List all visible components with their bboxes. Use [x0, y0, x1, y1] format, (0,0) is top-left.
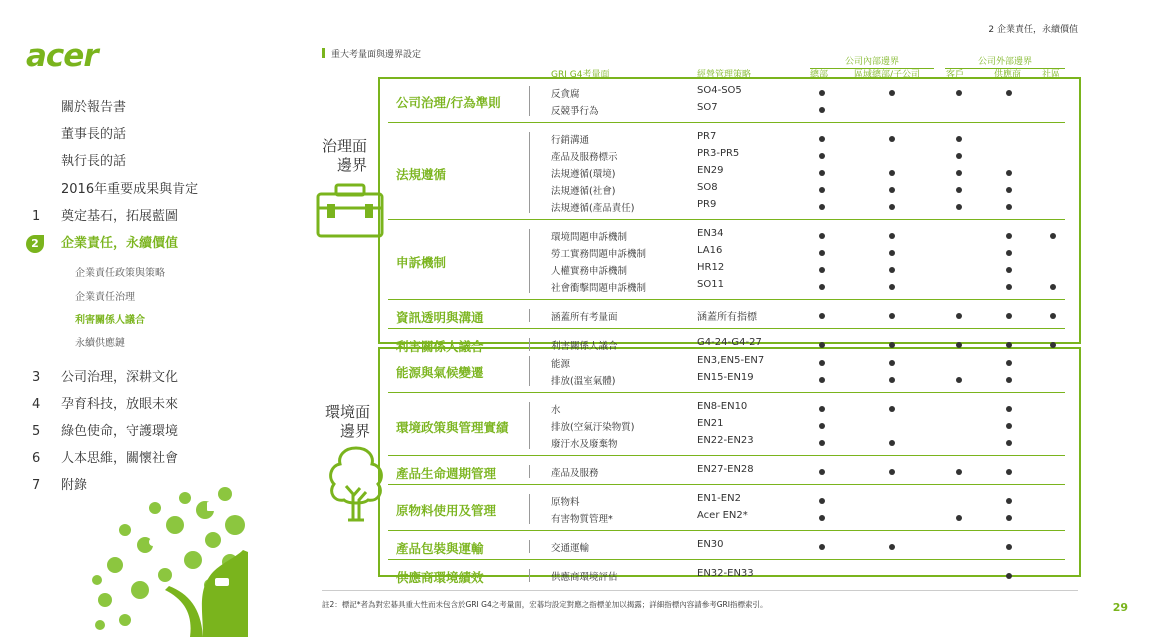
category-label: 環境政策與管理實績 [396, 419, 509, 435]
boundary-dot [1006, 377, 1012, 383]
boundary-dot [956, 342, 962, 348]
indicator-label: EN27-EN28 [697, 464, 754, 475]
aspect-label: 行銷溝通 [551, 135, 590, 146]
nav-item-label: 執行長的話 [61, 154, 127, 169]
boundary-dot [1050, 342, 1056, 348]
boundary-dot [1006, 573, 1012, 579]
boundary-dot [889, 342, 895, 348]
indicator-label: EN1-EN2 [697, 493, 741, 504]
boundary-dot [889, 406, 895, 412]
boundary-dot [956, 377, 962, 383]
nav-item-label: 附錄 [61, 478, 88, 493]
category-label: 原物料使用及管理 [396, 503, 497, 518]
indicator-label: EN8-EN10 [697, 401, 748, 412]
boundary-dot [819, 90, 825, 96]
aspect-label: 人權實務申訴機制 [551, 266, 628, 277]
aspect-label: 能源 [551, 359, 571, 370]
nav-item-label: 公司治理，深耕文化 [61, 370, 179, 385]
boundary-dot [1006, 313, 1012, 319]
boundary-dot [1006, 469, 1012, 475]
nav-item-number: 4 [32, 397, 41, 412]
category-divider [529, 494, 530, 524]
group-divider [388, 122, 1065, 123]
boundary-dot [819, 342, 825, 348]
indicator-label: G4-24-G4-27 [697, 337, 762, 348]
aspect-label: 法規遵循(社會) [551, 186, 616, 197]
aspect-label: 產品及服務標示 [551, 152, 618, 163]
footnote-divider [322, 590, 1078, 591]
boundary-dot [1006, 250, 1012, 256]
boundary-dot [956, 469, 962, 475]
boundary-dot [1050, 284, 1056, 290]
column-header-strategy: 經營管理策略 [697, 70, 752, 80]
boundary-dot [889, 187, 895, 193]
indicator-label: EN22-EN23 [697, 435, 754, 446]
category-label: 產品生命週期管理 [396, 465, 497, 481]
governance-panel [378, 77, 1081, 344]
section-title-text: 重大考量面與邊界設定 [331, 50, 422, 60]
group-header-internal: 公司內部邊界 [810, 54, 934, 69]
nav-item-label: 關於報告書 [61, 100, 127, 115]
boundary-dot [889, 377, 895, 383]
indicator-label: Acer EN2* [697, 510, 748, 521]
category-divider [529, 132, 530, 213]
category-divider [529, 465, 530, 478]
aspect-label: 涵蓋所有考量面 [551, 312, 618, 323]
boundary-col-3: 供應商 [994, 70, 1022, 80]
category-divider [529, 86, 530, 116]
nav-item-number: 7 [32, 478, 41, 493]
aspect-label: 反競爭行為 [551, 106, 599, 117]
boundary-dot [1006, 187, 1012, 193]
boundary-dot [889, 313, 895, 319]
aspect-label: 排放(溫室氣體) [551, 376, 616, 387]
toolbox-icon [316, 182, 384, 240]
boundary-col-2: 客戶 [946, 70, 965, 80]
aspect-label: 交通運輸 [551, 543, 590, 554]
subnav-item[interactable]: 永續供應鏈 [75, 338, 125, 349]
nav-item-number: 1 [32, 209, 41, 224]
boundary-dot [819, 544, 825, 550]
category-divider [529, 229, 530, 293]
boundary-dot [1006, 233, 1012, 239]
boundary-dot [1006, 342, 1012, 348]
boundary-dot [819, 233, 825, 239]
boundary-dot [956, 170, 962, 176]
boundary-dot [1006, 170, 1012, 176]
column-header-aspect: GRI G4考量面 [551, 70, 610, 80]
boundary-dot [1006, 498, 1012, 504]
boundary-dot [889, 360, 895, 366]
category-label: 資訊透明與溝通 [396, 309, 484, 325]
boundary-dot [1006, 284, 1012, 290]
boundary-dot [1006, 360, 1012, 366]
group-divider [388, 484, 1065, 485]
boundary-col-1: 區域總部/子公司 [854, 70, 921, 80]
aspect-label: 反貪腐 [551, 89, 580, 100]
nav-item-number: 6 [32, 451, 41, 466]
boundary-dot [956, 136, 962, 142]
boundary-dot [889, 284, 895, 290]
subnav-item[interactable]: 企業責任治理 [75, 292, 135, 303]
indicator-label: EN32-EN33 [697, 568, 754, 579]
category-divider [529, 569, 530, 582]
nav-item-label: 董事長的話 [61, 127, 127, 142]
boundary-dot [1006, 204, 1012, 210]
group-header-external: 公司外部邊界 [945, 54, 1065, 69]
aspect-label: 產品及服務 [551, 468, 599, 479]
category-label: 產品包裝與運輸 [396, 540, 484, 556]
indicator-label: SO11 [697, 279, 724, 290]
aspect-label: 廢汙水及廢棄物 [551, 439, 618, 450]
boundary-dot [956, 90, 962, 96]
indicator-label: EN21 [697, 418, 724, 429]
indicator-label: EN15-EN19 [697, 372, 754, 383]
aspect-label: 法規遵循(產品責任) [551, 203, 635, 214]
boundary-dot [819, 204, 825, 210]
group-divider [388, 328, 1065, 329]
boundary-dot [819, 107, 825, 113]
boundary-dot [819, 284, 825, 290]
boundary-dot [819, 313, 825, 319]
group-divider [388, 392, 1065, 393]
group-divider [388, 455, 1065, 456]
nav-item-number: 2 [26, 235, 44, 253]
boundary-dot [819, 440, 825, 446]
aspect-label: 排放(空氣汙染物質) [551, 422, 635, 433]
category-divider [529, 309, 530, 322]
boundary-col-4: 社區 [1042, 70, 1061, 80]
boundary-dot [819, 187, 825, 193]
boundary-dot [819, 469, 825, 475]
nav-item-label: 人本思維，關懷社會 [61, 451, 179, 466]
indicator-label: HR12 [697, 262, 725, 273]
boundary-dot [819, 360, 825, 366]
boundary-dot [819, 423, 825, 429]
tree-icon [326, 444, 386, 522]
boundary-dot [1006, 406, 1012, 412]
boundary-dot [889, 267, 895, 273]
category-label: 公司治理/行為準則 [396, 95, 501, 110]
boundary-dot [956, 153, 962, 159]
boundary-col-0: 總部 [810, 70, 829, 80]
nav-item-label: 2016年重要成果與肯定 [61, 182, 199, 197]
boundary-dot [1006, 423, 1012, 429]
boundary-dot [819, 250, 825, 256]
indicator-label: EN34 [697, 228, 724, 239]
page-number: 29 [1112, 601, 1128, 614]
indicator-label: EN3,EN5-EN7 [697, 355, 765, 366]
indicator-label: LA16 [697, 245, 723, 256]
boundary-dot [889, 170, 895, 176]
boundary-dot [1006, 544, 1012, 550]
tree-illustration-icon [85, 480, 248, 637]
group-divider [388, 299, 1065, 300]
boundary-dot [889, 204, 895, 210]
aspect-label: 供應商環境評估 [551, 572, 618, 583]
nav-item-label: 綠色使命，守護環境 [61, 424, 179, 439]
indicator-label: EN30 [697, 539, 724, 550]
nav-item-label: 奠定基石，拓展藍圖 [61, 209, 179, 224]
aspect-label: 利害關係人議合 [551, 341, 618, 352]
acer-logo: acer [26, 38, 98, 74]
boundary-dot [819, 153, 825, 159]
boundary-dot [889, 90, 895, 96]
indicator-label: SO8 [697, 182, 718, 193]
category-divider [529, 402, 530, 449]
indicator-label: EN29 [697, 165, 724, 176]
boundary-dot [1050, 313, 1056, 319]
boundary-dot [956, 187, 962, 193]
boundary-dot [819, 136, 825, 142]
environment-side-label: 環境面 邊界 [324, 403, 370, 440]
group-divider [388, 219, 1065, 220]
section-title [322, 47, 421, 60]
indicator-label: SO4-SO5 [697, 85, 742, 96]
boundary-dot [1006, 515, 1012, 521]
group-divider [388, 530, 1065, 531]
boundary-dot [1050, 233, 1056, 239]
boundary-dot [889, 440, 895, 446]
category-label: 利害關係人議合 [396, 338, 484, 354]
boundary-dot [1006, 440, 1012, 446]
category-divider [529, 338, 530, 351]
indicator-label: PR7 [697, 131, 717, 142]
boundary-dot [819, 170, 825, 176]
aspect-label: 法規遵循(環境) [551, 169, 616, 180]
boundary-dot [819, 498, 825, 504]
boundary-dot [889, 469, 895, 475]
indicator-label: PR9 [697, 199, 717, 210]
footnote: 註2：標記*者為對宏碁具重大性而未包含於GRI G4之考量面，宏碁均設定對應之指標並加以揭露；詳細指標內容請參考GRI指標索引。 [322, 600, 768, 609]
boundary-dot [889, 250, 895, 256]
boundary-dot [889, 136, 895, 142]
subnav-item[interactable]: 企業責任政策與策略 [75, 268, 165, 279]
nav-item-label: 企業責任，永續價值 [61, 236, 179, 251]
boundary-dot [956, 313, 962, 319]
category-label: 能源與氣候變遷 [396, 365, 484, 380]
category-divider [529, 540, 530, 553]
nav-item-label: 孕育科技，放眼未來 [61, 397, 179, 412]
indicator-label: PR3-PR5 [697, 148, 740, 159]
boundary-dot [819, 515, 825, 521]
boundary-dot [819, 267, 825, 273]
boundary-dot [1006, 90, 1012, 96]
indicator-label: 涵蓋所有指標 [697, 312, 757, 323]
nav-item-number: 5 [32, 424, 41, 439]
boundary-dot [889, 233, 895, 239]
aspect-label: 社會衝擊問題申訴機制 [551, 283, 647, 294]
category-label: 申訴機制 [396, 255, 447, 270]
group-divider [388, 559, 1065, 560]
governance-side-label: 治理面 邊界 [321, 137, 367, 174]
category-divider [529, 356, 530, 386]
category-label: 供應商環境績效 [396, 569, 484, 585]
aspect-label: 有害物質管理* [551, 514, 613, 525]
boundary-dot [956, 515, 962, 521]
category-label: 法規遵循 [396, 166, 447, 182]
aspect-label: 原物料 [551, 497, 580, 508]
boundary-dot [819, 406, 825, 412]
subnav-item[interactable]: 利害關係人議合 [75, 315, 145, 326]
boundary-dot [956, 204, 962, 210]
chapter-header: 2 企業責任，永續價值 [988, 25, 1078, 35]
aspect-label: 環境問題申訴機制 [551, 232, 628, 243]
nav-item-number: 3 [32, 370, 41, 385]
indicator-label: SO7 [697, 102, 718, 113]
aspect-label: 勞工實務問題申訴機制 [551, 249, 647, 260]
boundary-dot [819, 377, 825, 383]
sidebar [0, 0, 248, 637]
boundary-dot [889, 544, 895, 550]
aspect-label: 水 [551, 405, 561, 416]
boundary-dot [1006, 267, 1012, 273]
